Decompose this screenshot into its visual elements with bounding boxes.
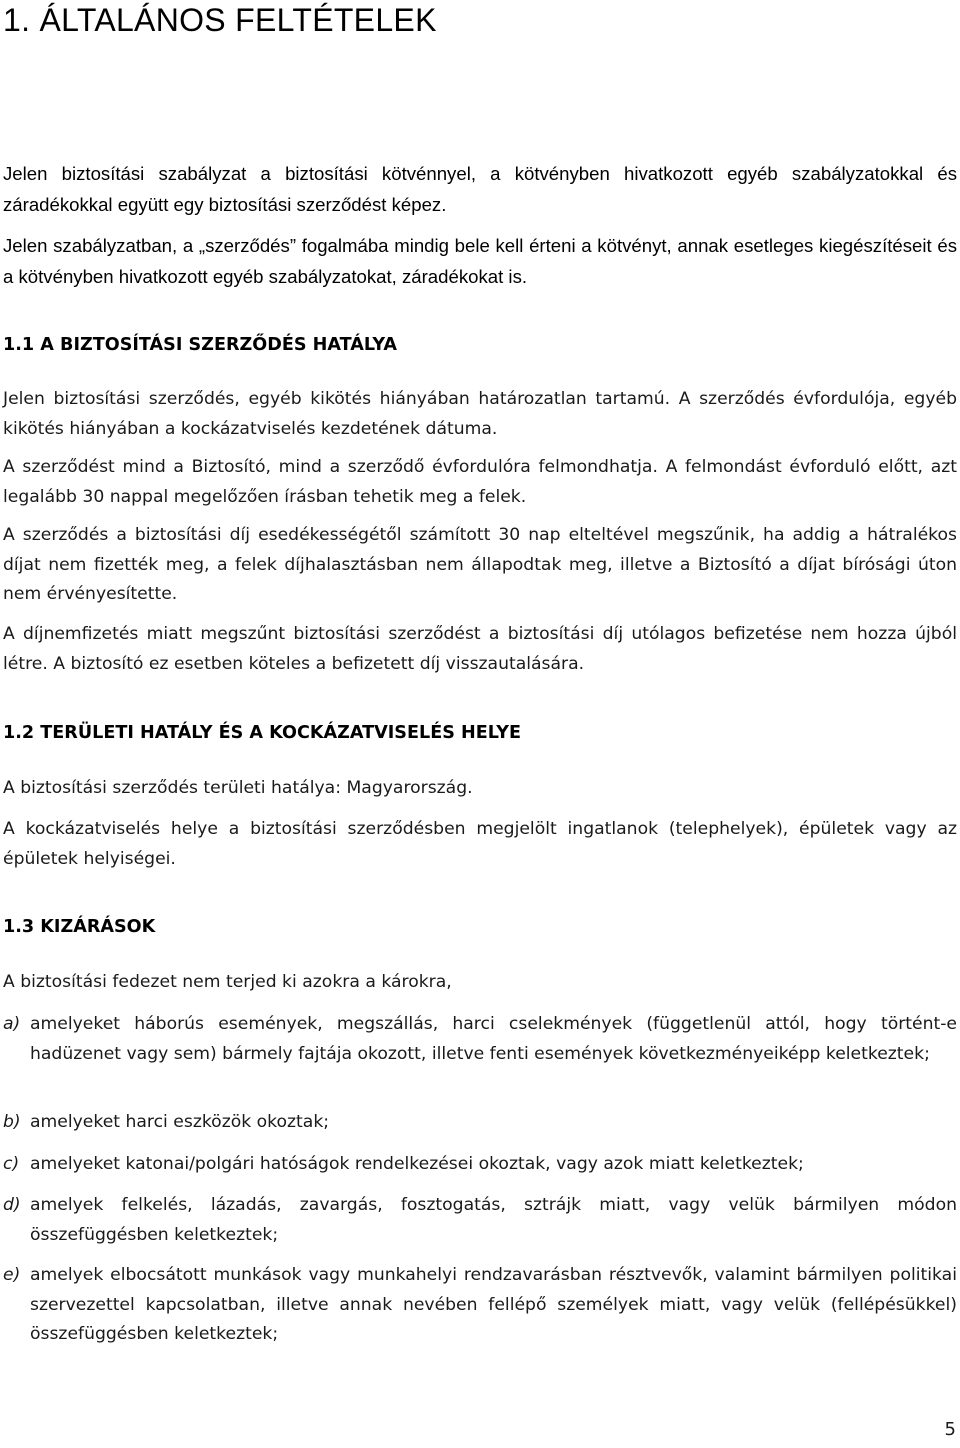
body-paragraph: A díjnemfizetés miatt megszűnt biztosítási szerződést a biztosítási díj utólagos befizetése nem hozza újból létre. A biztosító ez esetben köteles a befizetett díj visszautalására. bbox=[3, 624, 957, 674]
list-marker: d) bbox=[3, 1195, 21, 1215]
list-marker: a) bbox=[3, 1014, 21, 1034]
section-heading-teruleti-hataly: 1.2 TERÜLETI HATÁLY ÉS A KOCKÁZATVISELÉS HELYE bbox=[3, 723, 521, 743]
list-item bbox=[3, 1010, 957, 1069]
intro-paragraph: Jelen szabályzatban, a „szerződés” fogalmába mindig bele kell érteni a kötvényt, annak esetleges kiegészítéseit és a kötvényben hivatkozott egyéb szabályzatokat, záradékokat is. bbox=[3, 235, 957, 287]
body-paragraph: A biztosítási szerződés területi hatálya: Magyarország. bbox=[3, 778, 473, 798]
list-item bbox=[3, 1108, 957, 1138]
body-paragraph: A biztosítási fedezet nem terjed ki azokra a károkra, bbox=[3, 972, 452, 992]
body-paragraph: A kockázatviselés helye a biztosítási szerződésben megjelölt ingatlanok (telephelyek), épületek vagy az épületek helyiségei. bbox=[3, 819, 957, 869]
list-item bbox=[3, 1191, 957, 1250]
body-paragraph: Jelen biztosítási szerződés, egyéb kikötés hiányában határozatlan tartamú. A szerződés évfordulója, egyéb kikötés hiányában a kockázatviselés kezdetének dátuma. bbox=[3, 389, 957, 439]
page-title: 1. ÁLTALÁNOS FELTÉTELEK bbox=[3, 2, 437, 38]
list-marker: c) bbox=[3, 1154, 20, 1174]
list-marker: b) bbox=[3, 1112, 21, 1132]
page-number: 5 bbox=[944, 1419, 956, 1440]
list-item-text: amelyek felkelés, lázadás, zavargás, fosztogatás, sztrájk miatt, vagy velük bármilyen módon összefüggésben keletkeztek; bbox=[30, 1195, 957, 1245]
list-item bbox=[3, 1150, 957, 1180]
body-paragraph: A szerződés a biztosítási díj esedékességétől számított 30 nap elteltével megszűnik, ha addig a hátralékos díjat nem fizették meg, a felek díjhalasztásban nem állapodtak meg, illetve a Biztosító a díjat bírósági úton nem érvényesítette. bbox=[3, 525, 957, 604]
list-item-text: amelyeket háborús események, megszállás, harci cselekmények (függetlenül attól, hogy történt-e hadüzenet vagy sem) bármely fajtája okozott, illetve fenti események következményeiképp keletkeztek; bbox=[30, 1014, 957, 1064]
list-marker: e) bbox=[3, 1265, 21, 1285]
list-item-text: amelyeket katonai/polgári hatóságok rendelkezései okoztak, vagy azok miatt keletkeztek; bbox=[30, 1154, 804, 1174]
section-heading-kizarasok: 1.3 KIZÁRÁSOK bbox=[3, 917, 156, 937]
list-item bbox=[3, 1261, 957, 1350]
intro-paragraph: Jelen biztosítási szabályzat a biztosítási kötvénnyel, a kötvényben hivatkozott egyéb szabályzatokkal és záradékokkal együtt egy biztosítási szerződést képez. bbox=[3, 163, 957, 215]
section-heading-hatalya: 1.1 A BIZTOSÍTÁSI SZERZŐDÉS HATÁLYA bbox=[3, 335, 398, 355]
list-item-text: amelyeket harci eszközök okoztak; bbox=[30, 1112, 330, 1132]
body-paragraph: A szerződést mind a Biztosító, mind a szerződő évfordulóra felmondhatja. A felmondást évforduló előtt, azt legalább 30 nappal megelőzően írásban tehetik meg a felek. bbox=[3, 457, 957, 507]
list-item-text: amelyek elbocsátott munkások vagy munkahelyi rendzavarásban résztvevők, valamint bármilyen politikai szervezettel kapcsolatban, illetve annak nevében fellépő személyek miatt, vagy velük (fellépésükkel) összefüggésben keletkeztek; bbox=[30, 1265, 957, 1344]
